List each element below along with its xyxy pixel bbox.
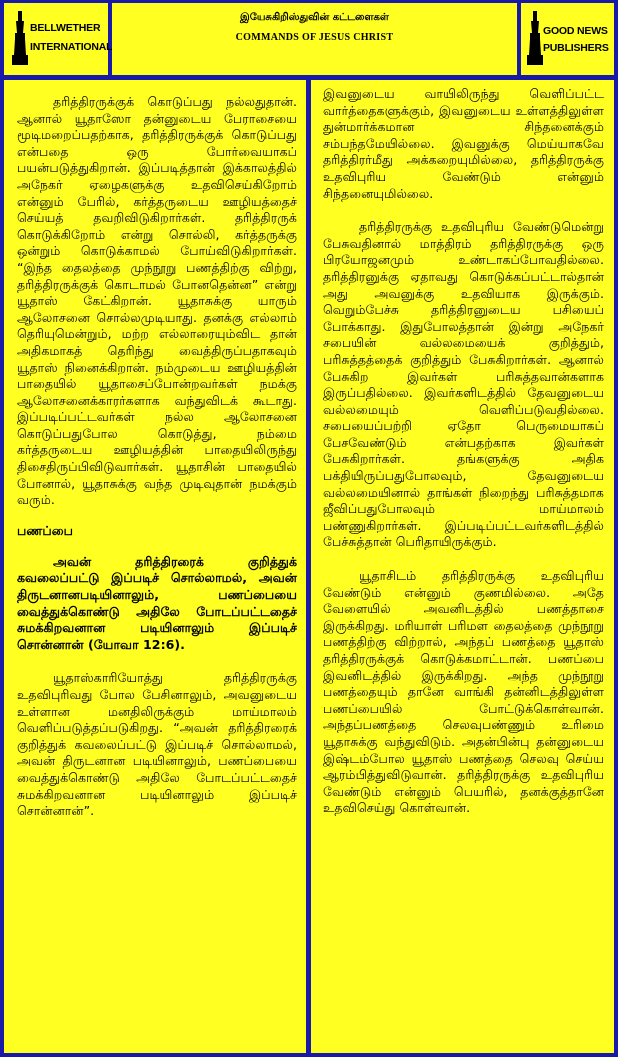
left-logo-line1: BELLWETHER xyxy=(30,22,101,34)
right-column xyxy=(311,80,614,1053)
left-paragraph-1: தரித்திரருக்குக் கொடுப்பது நல்லதுதான். ஆனால் யூதாஸோ தன்னுடைய பேராசையை மூடிமறைப்பதற்காக, தரித்திரருக்குக் கொடுப்பது என்பதை ஒரு போர்வையாகப் பயன்படுத்துகிறான். இப்படித்தான் இக்காலத்தில் அநேகர் ஏழைகளுக்கு உதவிசெய்கிறோம் என்னும் பேரில், கர்த்தருடைய ஊழியத்தைச் செய்யத் தவறிவிடுகிறார்கள். தரித்திரருக் கொடுக்கிறோம் என்று சொல்லி, கர்த்தருக்கு ஒன்றும் கொடுக்காமல் போய்விடுகிறார்கள். “இந்த தைலத்தை முந்நூறு பணத்திற்கு விற்று, தரித்திரருக்குக் கொடாமல் போனதென்ன” என்று யூதாஸ் கேட்கிறான். யூதாசுக்கு யாரும் ஆலோசனை சொல்லமுடியாது. தனக்கு எல்லாம் தெரியுமென்றும், மற்ற எல்லாரையும்விட தான் அதிகமாகத் தெரிந்து வைத்திருப்பதாகவும் யூதாஸ் நினைக்கிறான். நம்முடைய ஊழியத்தின் பாதையில் யூதாசைப்போன்றவர்கள் நமக்கு ஆலோசனைக்காரர்களாக வந்துவிடக் கூடாது. இப்படிப்பட்டவர்கள் நல்ல ஆலோசனை கொடுப்பதுபோல கொடுத்து, நம்மை கர்த்தருடைய ஊழியத்தின் பாதையிலிருந்து திசைதிருப்பிவிடுவார்கள். யூதாசின் பாதையில் போனால், யூதாசுக்கு வந்த முடிவுதான் நமக்கும் வரும். xyxy=(17,94,297,508)
title-tamil: இயேசுகிறிஸ்துவின் கட்டளைகள் xyxy=(240,12,389,23)
right-logo-line2: PUBLISHERS xyxy=(543,42,609,54)
title-english: COMMANDS OF JESUS CHRIST xyxy=(235,32,394,43)
good-news-logo-panel xyxy=(521,3,614,75)
right-paragraph-1: இவனுடைய வாயிலிருந்து வெளிப்பட்ட வார்த்தைகளுக்கும், இவனுடைய உள்ளத்திலுள்ள துன்மார்க்கமான சிந்தனைக்கும் சம்பந்தமேயில்லை. இவனுக்கு மெய்யாகவே தரித்திரர்மீது அக்கறையுமில்லை, தரித்திரருக்கு உதவிபுரிய வேண்டும் என்னும் சிந்தனையுமில்லை. xyxy=(323,86,604,201)
tower-icon xyxy=(12,11,28,65)
section-heading: பணப்பை xyxy=(17,522,74,538)
title-panel xyxy=(112,3,517,75)
right-paragraph-2: தரித்திரருக்கு உதவிபுரிய வேண்டுமென்று பேசுவதினால் மாத்திரம் தரித்திரருக்கு ஒரு பிரயோஜனமும் உண்டாகப்போவதில்லை. தரித்திரனுக்கு ஏதாவது கொடுக்கப்பட்டால்தான் அது அவனுக்கு உதவியாக இருக்கும். வெறும்பேச்சு தரித்திரனுடைய பசியைப் போக்காது. இதுபோலத்தான் இன்று அநேகர் சபையின் வல்லமையைக் குறித்தும், பரிசுத்தத்தைக் குறித்தும் பேசுகிறார்கள். ஆனால் பேசுகிற இவர்கள் பரிசுத்தவான்களாக இருப்பதில்லை. இவர்களிடத்தில் தேவனுடைய வல்லமையும் வெளிப்படுவதில்லை. சபையைப்பற்றி ஏதோ பெருமையாகப் பேசவேண்டும் என்பதற்காக இவர்கள் பேசுகிறார்கள். தங்களுக்கு அதிக பக்தியிருப்பதுபோலவும், தேவனுடைய வல்லமையினால் தாங்கள் நிறைந்து பரிசுத்தமாக ஜீவிப்பதுபோலவும் மாய்மாலம் பண்ணுகிறார்கள். இப்படிப்பட்டவர்களிடத்தில் பேச்சுத்தான் பெரிதாயிருக்கும். xyxy=(323,219,604,550)
right-logo-line1: GOOD NEWS xyxy=(543,25,608,37)
left-column xyxy=(4,80,306,1053)
scripture-quote: அவன் தரித்திரரைக் குறித்துக் கவலைப்பட்டு இப்படிச் சொல்லாமல், அவன் திருடனானபடியினாலும், பணப்பையை வைத்துக்கொண்டு அதிலே போடப்பட்டதைச் சுமக்கிறவனான படியினாலும் இப்படிச் சொன்னான் (யோவா 12:6). xyxy=(17,553,297,652)
spacer xyxy=(17,653,297,670)
left-logo-line2: INTERNATIONAL xyxy=(30,41,113,53)
spacer xyxy=(323,202,604,219)
left-paragraph-3: யூதாஸ்காரியோத்து தரித்திரருக்கு உதவிபுரிவது போல பேசினாலும், அவனுடைய உள்ளான மனதிலிருக்கும் மாய்மாலம் வெளிப்படுத்தப்படுகிறது. “அவன் தரித்திரரைக் குறித்துக் கவலைப்பட்டு இப்படிச் சொல்லாமல், அவன் திருடனான படியினாலும், பணப்பையை வைத்துக்கொண்டு அதிலே போடப்பட்டதைச் சுமக்கிறவனான படியினாலும் இப்படிச் சொன்னான்”. xyxy=(17,670,297,819)
right-paragraph-3: யூதாசிடம் தரித்திரருக்கு உதவிபுரிய வேண்டும் என்னும் குணமில்லை. அதே வேளையில் அவனிடத்தில் பணத்தாசை இருக்கிறது. மரியாள் பரிமள தைலத்தை முந்நூறு பணத்திற்கு விற்றால், அந்தப் பணத்தை யூதாஸ் தரித்திரருக்குக் கொடுக்கமாட்டான். பணப்பை இவனிடத்தில் இருக்கிறது. அந்த முந்நூறு பணத்தையும் தானே வாங்கி தன்னிடத்திலுள்ள பணப்பையில் போட்டுக்கொள்வான். அந்தப்பணத்தை செலவுபண்ணும் உரிமை யூதாசுக்கு வந்துவிடும். அதன்பின்பு தன்னுடைய இஷ்டம்போல யூதாஸ் பணத்தை செலவு செய்ய ஆரம்பித்துவிடுவான். தரித்திரருக்கு உதவிபுரிய வேண்டும் என்னும் பெயரில், தனக்குத்தானே உதவிசெய்து கொள்வான். xyxy=(323,568,604,816)
bellwether-logo-panel xyxy=(4,3,113,75)
spacer xyxy=(323,551,604,568)
tower-icon xyxy=(527,11,543,65)
